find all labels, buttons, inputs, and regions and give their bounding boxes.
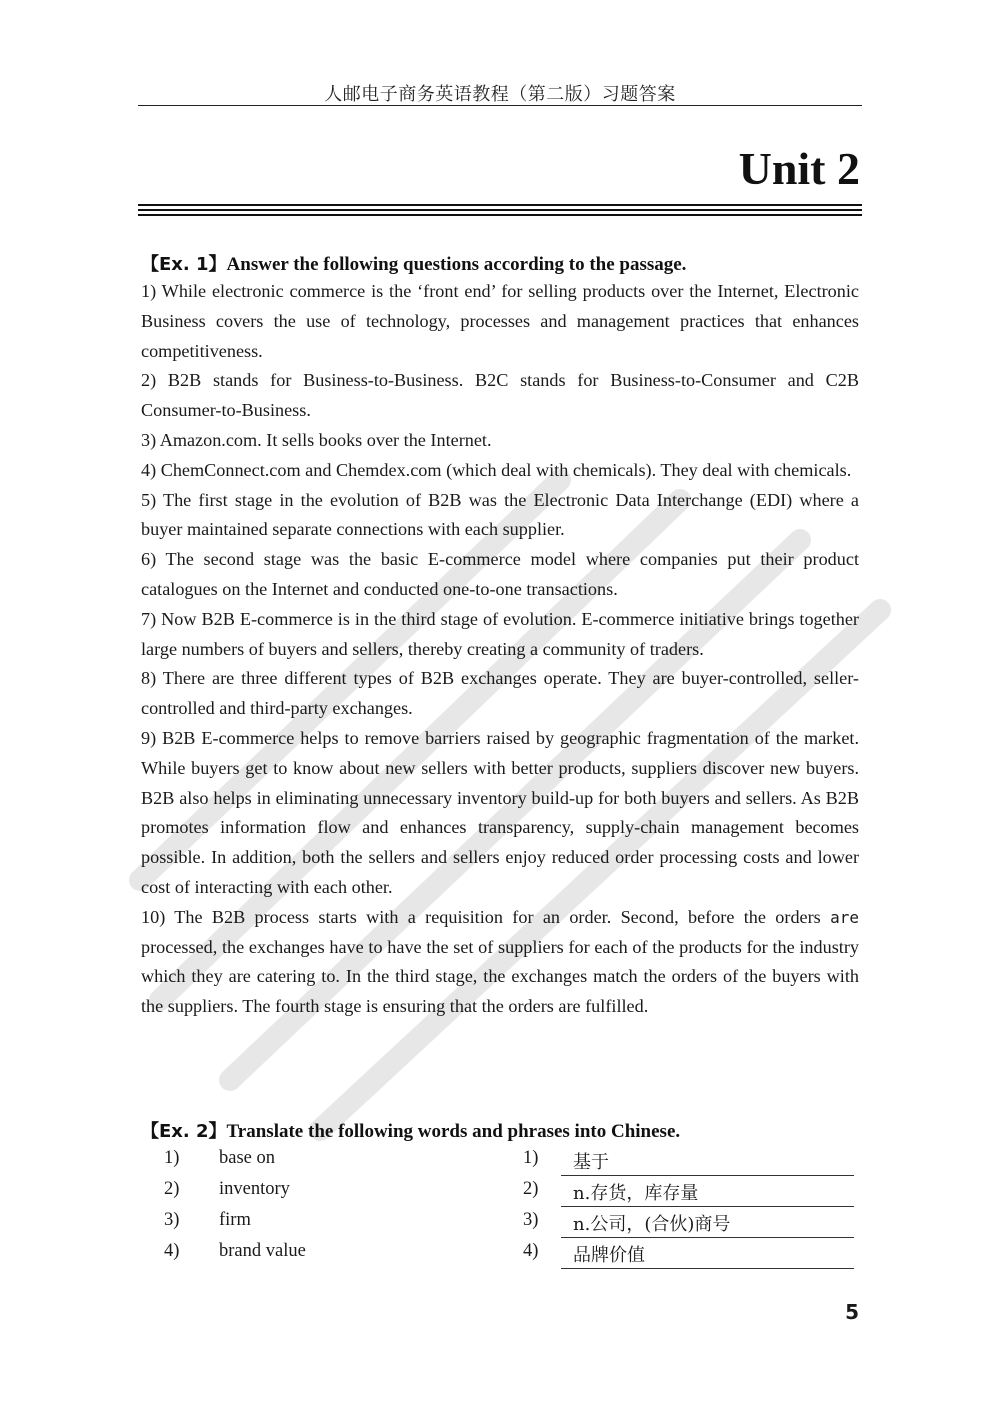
unit-rule-bottom bbox=[138, 214, 862, 216]
running-header: 人邮电子商务英语教程（第二版）习题答案 bbox=[324, 84, 676, 105]
answer-4: 4) ChemConnect.com and Chemdex.com (which deal with chemicals). They deal with chemicals. bbox=[141, 459, 852, 480]
vocab-term: inventory bbox=[219, 1179, 290, 1199]
ex1-answers bbox=[141, 277, 859, 1022]
vocab-row-1 bbox=[0, 1148, 1001, 1178]
unit-rule-top bbox=[138, 204, 862, 206]
answer-10-part2: processed, the exchanges have to have the set of suppliers for each of the products for the industry which they are catering to. In the third stage, the exchanges match the orders of the buyers with the suppliers. The fourth stage is ensuring that the orders are fulfilled. bbox=[141, 936, 859, 1017]
answer-10 bbox=[141, 903, 859, 1022]
unit-rule-middle bbox=[138, 209, 862, 211]
answer-3: 3) Amazon.com. It sells books over the Internet. bbox=[141, 429, 492, 450]
vocab-term: brand value bbox=[219, 1241, 306, 1261]
vocab-num: 1) bbox=[164, 1148, 180, 1168]
vocab-term: firm bbox=[219, 1210, 251, 1230]
vocab-num: 2) bbox=[164, 1179, 180, 1199]
answer-6: 6) The second stage was the basic E-commerce model where companies put their product catalogues on the Internet and conducted one-to-one transactions. bbox=[141, 549, 859, 599]
vocab-answer-num: 4) bbox=[523, 1241, 539, 1261]
answer-1: 1) While electronic commerce is the ‘front end’ for selling products over the Internet, Electronic Business covers the use of technology, processes and management practices that enhances competitiveness. bbox=[141, 281, 859, 361]
unit-title: Unit 2 bbox=[738, 143, 860, 194]
vocab-answer-num: 1) bbox=[523, 1148, 539, 1168]
vocab-term: base on bbox=[219, 1148, 275, 1168]
vocab-num: 3) bbox=[164, 1210, 180, 1230]
vocab-row-4 bbox=[0, 1241, 1001, 1271]
ex1-tag: 【Ex. 1】 bbox=[141, 254, 227, 275]
ex2-instruction: Translate the following words and phrases into Chinese. bbox=[226, 1121, 681, 1142]
ex1-heading bbox=[141, 250, 861, 276]
answer-10-mono-word: are bbox=[830, 907, 859, 927]
vocab-translation: 基于 bbox=[561, 1148, 854, 1176]
vocab-row-3 bbox=[0, 1210, 1001, 1240]
answer-9: 9) B2B E-commerce helps to remove barriers raised by geographic fragmentation of the market. While buyers get to know about new sellers with better products, suppliers discover new buyers. B2B also helps in eliminating unnecessary inventory build-up for both buyers and sellers. As B2B promotes information flow and enhances transparency, supply-chain management becomes possible. In addition, both the sellers and sellers enjoy reduced order processing costs and lower cost of interacting with each other. bbox=[141, 727, 859, 897]
vocab-translation: n.公司，(合伙)商号 bbox=[561, 1210, 854, 1238]
vocab-row-2 bbox=[0, 1179, 1001, 1209]
ex2-tag: 【Ex. 2】 bbox=[141, 1121, 227, 1142]
ex1-instruction: Answer the following questions according to the passage. bbox=[226, 254, 687, 275]
vocab-answer-num: 2) bbox=[523, 1179, 539, 1199]
answer-10-part1: 10) The B2B process starts with a requisition for an order. Second, before the orders bbox=[141, 906, 831, 927]
answer-5: 5) The first stage in the evolution of B2B was the Electronic Data Interchange (EDI) where a buyer maintained separate connections with each supplier. bbox=[141, 489, 859, 540]
vocab-translation: n.存货，库存量 bbox=[561, 1179, 854, 1207]
answer-2: 2) B2B stands for Business-to-Business. B2C stands for Business-to-Consumer and C2B Consumer-to-Business. bbox=[141, 370, 859, 421]
ex2-heading bbox=[141, 1117, 861, 1143]
vocab-translation: 品牌价值 bbox=[561, 1241, 854, 1269]
vocab-num: 4) bbox=[164, 1241, 180, 1261]
page-number: 5 bbox=[845, 1300, 859, 1324]
vocab-answer-num: 3) bbox=[523, 1210, 539, 1230]
answer-8: 8) There are three different types of B2B exchanges operate. They are buyer-controlled, seller-controlled and third-party exchanges. bbox=[141, 668, 859, 719]
header-rule bbox=[138, 105, 862, 106]
answer-7: 7) Now B2B E-commerce is in the third stage of evolution. E-commerce initiative brings together large numbers of buyers and sellers, thereby creating a community of traders. bbox=[141, 608, 859, 659]
